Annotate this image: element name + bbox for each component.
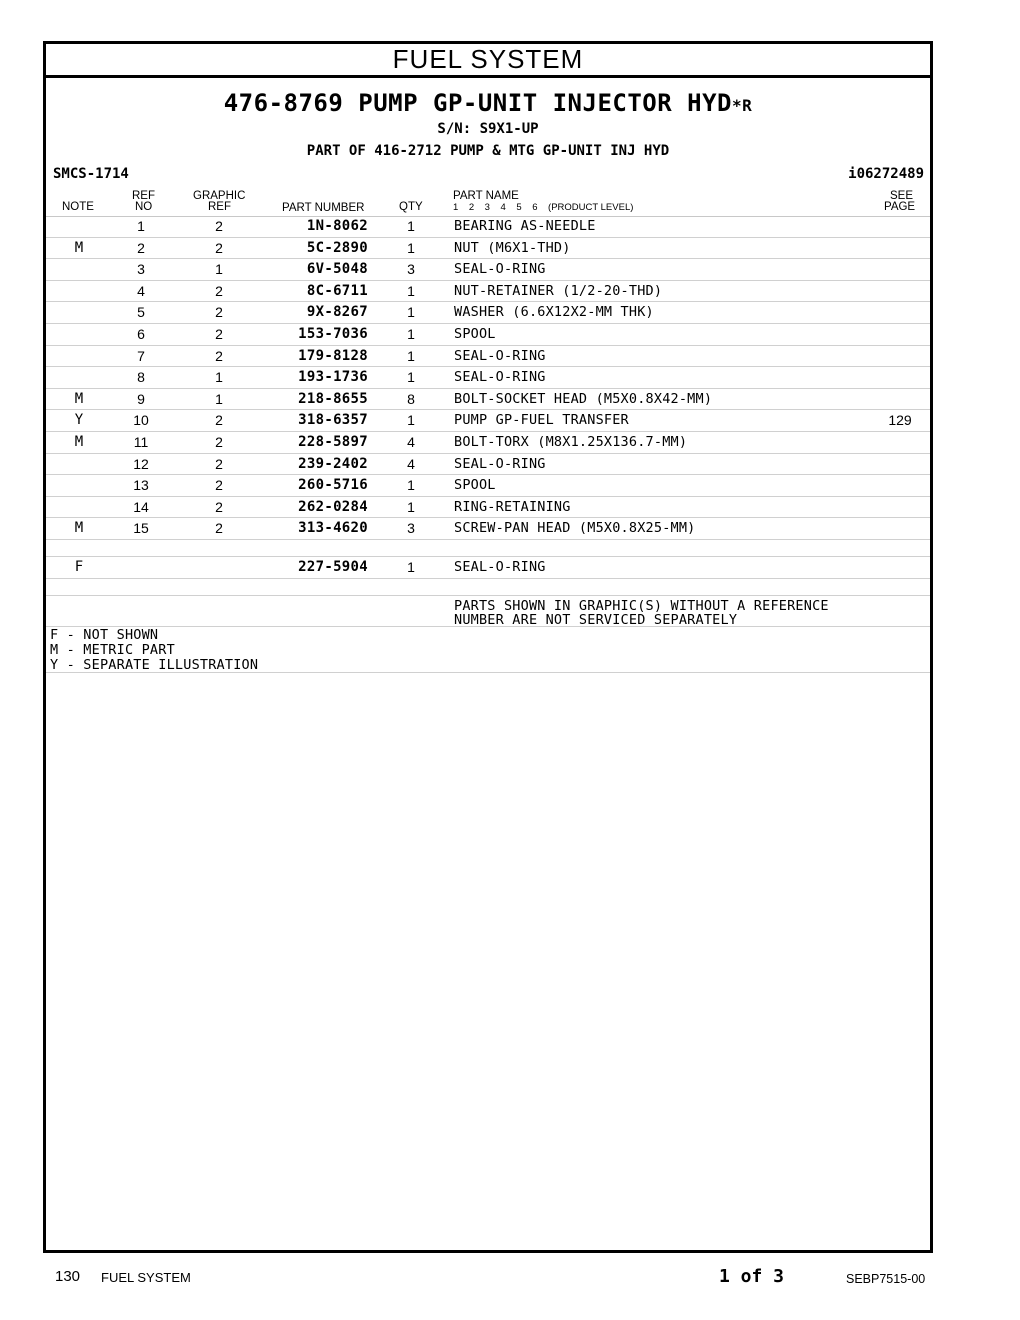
table-row: [46, 281, 930, 303]
cell-graphic-ref: 1: [215, 261, 223, 278]
cell-note: M: [74, 390, 84, 407]
table-row: [46, 475, 930, 497]
cell-part-name: SEAL-O-RING: [454, 558, 546, 575]
cell-part-number: 193-1736: [298, 369, 368, 386]
cell-ref: 8: [137, 369, 145, 386]
service-note-text: [454, 599, 829, 627]
cell-graphic-ref: 2: [215, 477, 223, 494]
header-part-name: PART NAME: [453, 190, 519, 202]
cell-part-number: 228-5897: [298, 433, 368, 450]
cell-graphic-ref: 1: [215, 369, 223, 386]
table-row: [46, 367, 930, 389]
cell-part-name: SPOOL: [454, 325, 496, 342]
cell-see-page: 129: [888, 412, 912, 429]
cell-part-name: BEARING AS-NEEDLE: [454, 218, 596, 234]
footer-page-of: 1 of 3: [719, 1266, 785, 1287]
cell-part-name: PUMP GP-FUEL TRANSFER: [454, 412, 629, 429]
section-title: FUEL SYSTEM: [46, 44, 930, 78]
table-row: [46, 497, 930, 519]
cell-part-name: SPOOL: [454, 477, 496, 494]
cell-part-name: BOLT-SOCKET HEAD (M5X0.8X42-MM): [454, 390, 713, 407]
cell-graphic-ref: 2: [215, 325, 223, 342]
table-row: [46, 216, 930, 238]
service-note: [46, 596, 930, 627]
footer-doc-number: SEBP7515-00: [846, 1272, 926, 1286]
cell-part-number: 262-0284: [298, 498, 368, 515]
cell-note: M: [74, 433, 84, 450]
header-see-1: SEE: [890, 190, 914, 202]
cell-ref: 15: [133, 520, 149, 537]
table-row: [46, 518, 930, 540]
cell-qty: 4: [407, 455, 415, 472]
cell-note: Y: [74, 412, 84, 429]
cell-note: M: [74, 239, 84, 256]
cell-graphic-ref: 2: [215, 412, 223, 429]
cell-part-number: 239-2402: [298, 455, 368, 472]
cell-part-number: 153-7036: [298, 325, 368, 342]
parts-sheet: [43, 41, 933, 1253]
cell-part-name: BOLT-TORX (M8X1.25X136.7-MM): [454, 433, 688, 450]
cell-graphic-ref: 1: [215, 390, 223, 407]
cell-graphic-ref: 2: [215, 455, 223, 472]
table-row: [46, 454, 930, 476]
legend-item-m: M - METRIC PART: [50, 641, 175, 658]
header-ref-2: NO: [135, 201, 153, 213]
group-title-suffix: *R: [732, 96, 753, 115]
header-note: NOTE: [62, 201, 94, 213]
cell-graphic-ref: 2: [215, 304, 223, 321]
cell-graphic-ref: 2: [215, 520, 223, 537]
cell-part-number: 5C-2890: [306, 239, 368, 256]
group-title: [46, 90, 930, 119]
cell-part-number: 313-4620: [298, 520, 368, 537]
cell-qty: 1: [407, 412, 415, 429]
smcs-code: SMCS-1714: [53, 166, 129, 182]
cell-qty: 1: [407, 347, 415, 364]
cell-qty: 1: [407, 239, 415, 256]
cell-part-number: 8C-6711: [306, 282, 368, 299]
cell-part-number: 9X-8267: [306, 304, 368, 321]
cell-qty: 1: [407, 282, 415, 299]
cell-qty: 1: [407, 498, 415, 515]
footer-page-number: 130: [55, 1268, 81, 1285]
cell-graphic-ref: 2: [215, 282, 223, 299]
cell-ref: 11: [133, 433, 149, 450]
header-graphic-1: GRAPHIC: [193, 190, 246, 202]
cell-ref: 3: [137, 261, 145, 278]
header-see-2: PAGE: [884, 201, 916, 213]
cell-qty: 1: [407, 218, 415, 234]
table-spacer-2: [46, 579, 930, 596]
cell-part-number: 227-5904: [298, 558, 368, 575]
cell-graphic-ref: 2: [215, 498, 223, 515]
cell-part-name: NUT-RETAINER (1/2-20-THD): [454, 282, 663, 299]
cell-part-name: RING-RETAINING: [454, 498, 571, 515]
table-header: [46, 188, 930, 217]
cell-ref: 1: [137, 218, 145, 234]
header-ref-1: REF: [132, 190, 155, 202]
cell-ref: 12: [133, 455, 149, 472]
header-product-level: 1 2 3 4 5 6 (PRODUCT LEVEL): [453, 202, 634, 213]
smcs-row: [53, 166, 924, 186]
table-row: [46, 324, 930, 346]
cell-qty: 1: [407, 369, 415, 386]
cell-part-name: SCREW-PAN HEAD (M5X0.8X25-MM): [454, 520, 696, 537]
cell-qty: 3: [407, 520, 415, 537]
table-row: [46, 302, 930, 324]
cell-part-number: 218-8655: [298, 390, 368, 407]
cell-ref: 9: [137, 390, 145, 407]
cell-ref: 13: [133, 477, 149, 494]
cell-graphic-ref: 2: [215, 433, 223, 450]
header-graphic-2: REF: [208, 201, 231, 213]
cell-part-number: 6V-5048: [306, 261, 368, 278]
table-row: [46, 238, 930, 260]
legend-item-y: Y - SEPARATE ILLUSTRATION: [50, 656, 259, 673]
cell-part-name: SEAL-O-RING: [454, 347, 546, 364]
cell-part-name: NUT (M6X1-THD): [454, 239, 571, 256]
illustration-id: i06272489: [848, 166, 924, 182]
part-of: PART OF 416-2712 PUMP & MTG GP-UNIT INJ HYD: [306, 143, 670, 159]
cell-note: F: [74, 558, 84, 575]
cell-qty: 3: [407, 261, 415, 278]
parts-table: [46, 216, 930, 673]
header-part-number: PART NUMBER: [282, 202, 365, 214]
cell-graphic-ref: 2: [215, 347, 223, 364]
cell-part-number: 179-8128: [298, 347, 368, 364]
cell-part-number: 260-5716: [298, 477, 368, 494]
cell-ref: 14: [133, 498, 149, 515]
cell-ref: 2: [137, 239, 145, 256]
cell-part-name: SEAL-O-RING: [454, 261, 546, 278]
cell-ref: 10: [133, 412, 149, 429]
table-row: [46, 259, 930, 281]
cell-graphic-ref: 2: [215, 239, 223, 256]
cell-graphic-ref: 2: [215, 218, 223, 234]
cell-part-name: SEAL-O-RING: [454, 369, 546, 386]
cell-qty: 1: [407, 325, 415, 342]
cell-part-name: WASHER (6.6X12X2-MM THK): [454, 304, 654, 321]
legend: [46, 627, 930, 673]
table-row: [46, 410, 930, 432]
footer-section: FUEL SYSTEM: [101, 1270, 191, 1285]
cell-ref: 6: [137, 325, 145, 342]
cell-qty: 1: [407, 558, 415, 575]
cell-part-number: 1N-8062: [306, 218, 368, 234]
cell-part-number: 318-6357: [298, 412, 368, 429]
table-row: [46, 432, 930, 454]
cell-qty: 8: [407, 390, 415, 407]
table-row: [46, 389, 930, 411]
cell-qty: 4: [407, 433, 415, 450]
header-qty: QTY: [399, 201, 423, 213]
cell-qty: 1: [407, 477, 415, 494]
table-row-extra: [46, 557, 930, 579]
page-footer: [0, 1262, 1020, 1292]
cell-ref: 5: [137, 304, 145, 321]
service-note-line1: PARTS SHOWN IN GRAPHIC(S) WITHOUT A REFERENCE: [454, 597, 829, 614]
cell-part-name: SEAL-O-RING: [454, 455, 546, 472]
legend-item-f: F - NOT SHOWN: [50, 626, 159, 643]
serial-number: S/N: S9X1-UP: [437, 121, 539, 137]
service-note-line2: NUMBER ARE NOT SERVICED SEPARATELY: [454, 611, 738, 628]
cell-note: M: [74, 520, 84, 537]
table-spacer: [46, 540, 930, 557]
group-title-text: 476-8769 PUMP GP-UNIT INJECTOR HYD: [223, 89, 732, 117]
cell-ref: 4: [137, 282, 145, 299]
cell-ref: 7: [137, 347, 145, 364]
table-row: [46, 346, 930, 368]
cell-qty: 1: [407, 304, 415, 321]
